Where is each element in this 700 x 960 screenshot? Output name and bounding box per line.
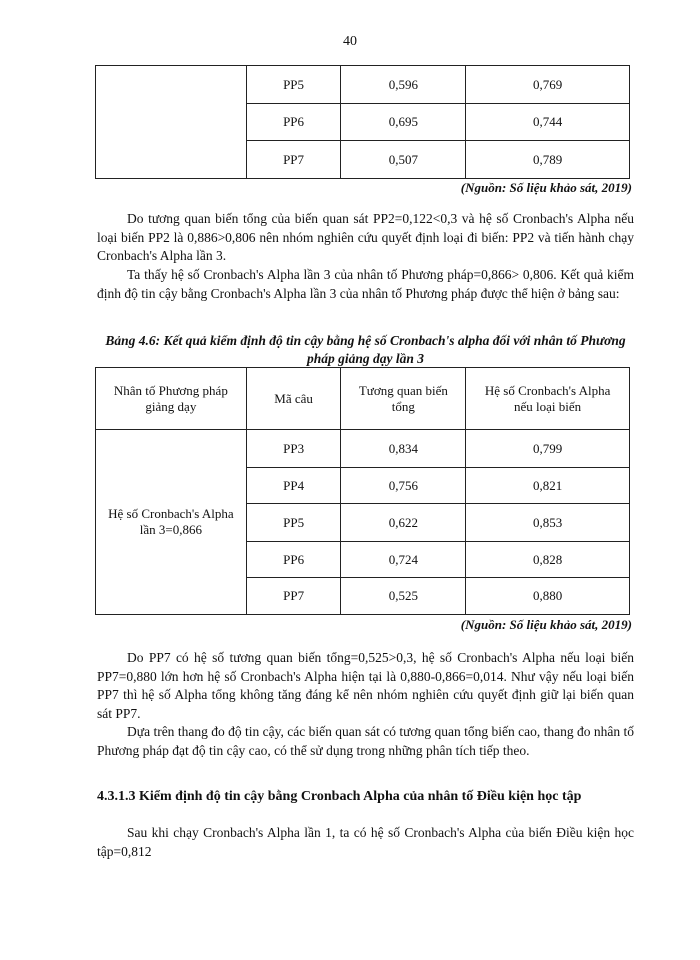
item-code: PP5 bbox=[246, 66, 341, 104]
column-header: Mã câu bbox=[246, 368, 341, 430]
paragraph: Sau khi chạy Cronbach's Alpha lần 1, ta có hệ số Cronbach's Alpha của biến Điều kiện học tập=0,812 bbox=[97, 825, 634, 859]
table-source-note: (Nguồn: Số liệu khảo sát, 2019) bbox=[460, 617, 632, 632]
table-source-note: (Nguồn: Số liệu khảo sát, 2019) bbox=[460, 180, 632, 195]
table-row bbox=[96, 66, 630, 104]
paragraph: Do tương quan biến tổng của biến quan sát PP2=0,122<0,3 và hệ số Cronbach's Alpha nếu loại biến PP2 là 0,886>0,806 nên nhóm nghiên cứu quyết định loại đi biến: PP2 và tiến hành chạy Cronbach's Alpha lần 3. bbox=[97, 211, 634, 263]
item-total-correlation: 0,724 bbox=[341, 542, 466, 578]
item-code: PP4 bbox=[246, 468, 341, 504]
item-code: PP6 bbox=[246, 542, 341, 578]
item-total-correlation: 0,834 bbox=[341, 430, 466, 468]
table-row bbox=[96, 430, 630, 468]
item-code: PP7 bbox=[246, 141, 341, 179]
paragraph: Do PP7 có hệ số tương quan biến tổng=0,525>0,3, hệ số Cronbach's Alpha nếu loại biến PP7=0,880 lớn hơn hệ số Cronbach's Alpha hiện tại là 0,880-0,866=0,014. Như vậy nếu loại biến PP7 thì hệ số Alpha tổng không tăng đáng kể nên nhóm nghiên cứu quyết định giữ lại biến quan sát PP7. bbox=[97, 650, 634, 721]
page-number: 40 bbox=[343, 34, 357, 49]
table-continuation bbox=[95, 65, 630, 179]
column-header: Hệ số Cronbach's Alpha nếu loại biến bbox=[466, 368, 630, 430]
column-header: Nhân tố Phương pháp giảng dạy bbox=[96, 368, 247, 430]
item-total-correlation: 0,507 bbox=[341, 141, 466, 179]
item-total-correlation: 0,596 bbox=[341, 66, 466, 104]
column-header: Tương quan biến tổng bbox=[341, 368, 466, 430]
item-total-correlation: 0,695 bbox=[341, 104, 466, 141]
reliability-table bbox=[95, 367, 630, 615]
alpha-if-deleted: 0,828 bbox=[466, 542, 630, 578]
item-total-correlation: 0,756 bbox=[341, 468, 466, 504]
group-label: Hệ số Cronbach's Alpha lần 3=0,866 bbox=[96, 430, 247, 615]
paragraph: Ta thấy hệ số Cronbach's Alpha lần 3 của nhân tố Phương pháp=0,866> 0,806. Kết quả kiểm định độ tin cậy bằng Cronbach's Alpha lần 3 của nhân tố Phương pháp được thể hiện ở bảng sau: bbox=[97, 267, 634, 301]
alpha-if-deleted: 0,880 bbox=[466, 578, 630, 615]
item-code: PP5 bbox=[246, 504, 341, 542]
paragraph: Dựa trên thang đo độ tin cậy, các biến quan sát có tương quan tổng biến cao, thang đo nhân tố Phương pháp đạt độ tin cậy cao, có thể sử dụng trong những phân tích tiếp theo. bbox=[97, 724, 634, 758]
item-total-correlation: 0,622 bbox=[341, 504, 466, 542]
table-caption: Bảng 4.6: Kết quả kiểm định độ tin cậy bằng hệ số Cronbach's alpha đối với nhân tố Phương pháp giảng dạy lần 3 bbox=[105, 333, 626, 366]
item-code: PP6 bbox=[246, 104, 341, 141]
table-merged-cell bbox=[96, 66, 247, 179]
table-header-row bbox=[96, 368, 630, 430]
alpha-if-deleted: 0,744 bbox=[466, 104, 630, 141]
alpha-if-deleted: 0,799 bbox=[466, 430, 630, 468]
section-heading: 4.3.1.3 Kiểm định độ tin cậy bằng Cronbach Alpha của nhân tố Điều kiện học tập bbox=[97, 789, 582, 804]
item-code: PP7 bbox=[246, 578, 341, 615]
alpha-if-deleted: 0,789 bbox=[466, 141, 630, 179]
alpha-if-deleted: 0,769 bbox=[466, 66, 630, 104]
alpha-if-deleted: 0,853 bbox=[466, 504, 630, 542]
item-total-correlation: 0,525 bbox=[341, 578, 466, 615]
item-code: PP3 bbox=[246, 430, 341, 468]
alpha-if-deleted: 0,821 bbox=[466, 468, 630, 504]
